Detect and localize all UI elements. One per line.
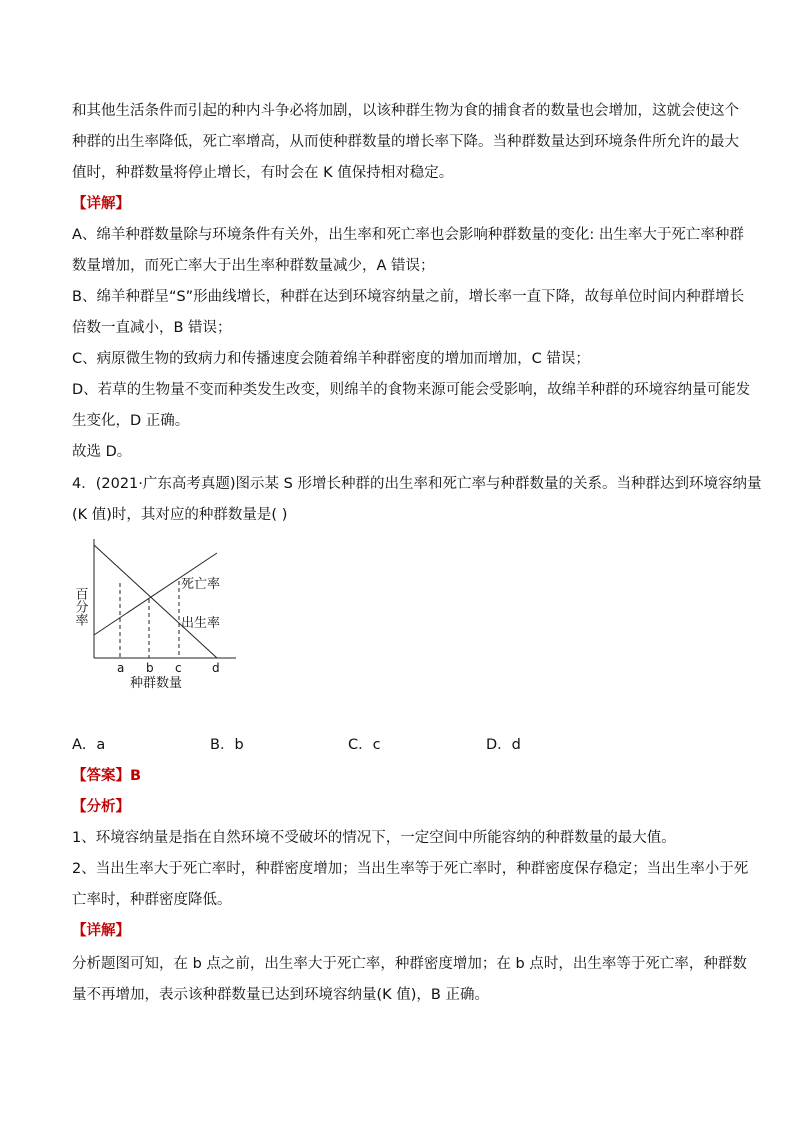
text-line: 亡率时，种群密度降低。 [72, 892, 232, 908]
y-axis-label: 百分率 [72, 587, 88, 626]
death-rate-label: 死亡率 [181, 577, 221, 592]
analysis-heading: 【分析】 [72, 799, 130, 815]
text-line: 故选 D。 [72, 444, 132, 460]
tick-a: a [117, 661, 125, 675]
birth-rate-label: 出生率 [181, 616, 221, 631]
option-b: B．b [210, 737, 244, 753]
option-a: A．a [72, 737, 106, 753]
text-line: A、绵羊种群数量除与环境条件有关外，出生率和死亡率也会影响种群数量的变化: 出生率大于死亡率种群 [72, 227, 744, 243]
text-line: 值时，种群数量将停止增长，有时会在 K 值保持相对稳定。 [72, 165, 454, 181]
detail-heading: 【详解】 [72, 923, 130, 939]
text-line: 生变化，D 正确。 [72, 413, 190, 429]
text-line: 种群的出生率降低，死亡率增高，从而使种群数量的增长率下降。当种群数量达到环境条件所允许的最大 [72, 134, 739, 150]
x-axis-label: 种群数量 [130, 676, 183, 691]
detail-heading: 【详解】 [72, 196, 130, 212]
answer-label: 【答案】B [72, 768, 142, 784]
option-c: C．c [348, 737, 381, 753]
text-line: 倍数一直减小，B 错误； [72, 320, 232, 336]
question-line: (K 值)时，其对应的种群数量是( ) [72, 507, 288, 523]
tick-b: b [146, 661, 154, 675]
text-line: B、绵羊种群呈“S”形曲线增长，种群在达到环境容纳量之前，增长率一直下降，故每单位时间内种群增长 [72, 289, 745, 305]
text-line: 1、环境容纳量是指在自然环境不受破坏的情况下，一定空间中所能容纳的种群数量的最大值。 [72, 830, 676, 846]
population-rate-figure [70, 535, 270, 695]
text-line: 2、当出生率大于死亡率时，种群密度增加；当出生率等于死亡率时，种群密度保存稳定；当出生率小于死 [72, 861, 749, 877]
text-line: C、病原微生物的致病力和传播速度会随着绵羊种群密度的增加而增加，C 错误； [72, 351, 590, 367]
text-line: 数量增加，而死亡率大于出生率种群数量减少，A 错误； [72, 258, 435, 274]
tick-c: c [175, 661, 182, 675]
text-line: 分析题图可知，在 b 点之前，出生率大于死亡率，种群密度增加；在 b 点时，出生率等于死亡率，种群数 [72, 956, 747, 972]
text-line: 和其他生活条件而引起的种内斗争必将加剧，以该种群生物为食的捕食者的数量也会增加，这就会使这个 [72, 103, 739, 119]
tick-d: d [212, 661, 220, 675]
question-line: 4．(2021·广东高考真题)图示某 S 形增长种群的出生率和死亡率与种群数量的关系。当种群达到环境容纳量 [72, 476, 762, 492]
text-line: 量不再增加，表示该种群数量已达到环境容纳量(K 值)，B 正确。 [72, 987, 489, 1003]
option-d: D．d [486, 737, 521, 753]
birth-rate-line [94, 545, 217, 658]
text-line: D、若草的生物量不变而种类发生改变，则绵羊的食物来源可能会受影响，故绵羊种群的环境容纳量可能发 [72, 382, 751, 398]
